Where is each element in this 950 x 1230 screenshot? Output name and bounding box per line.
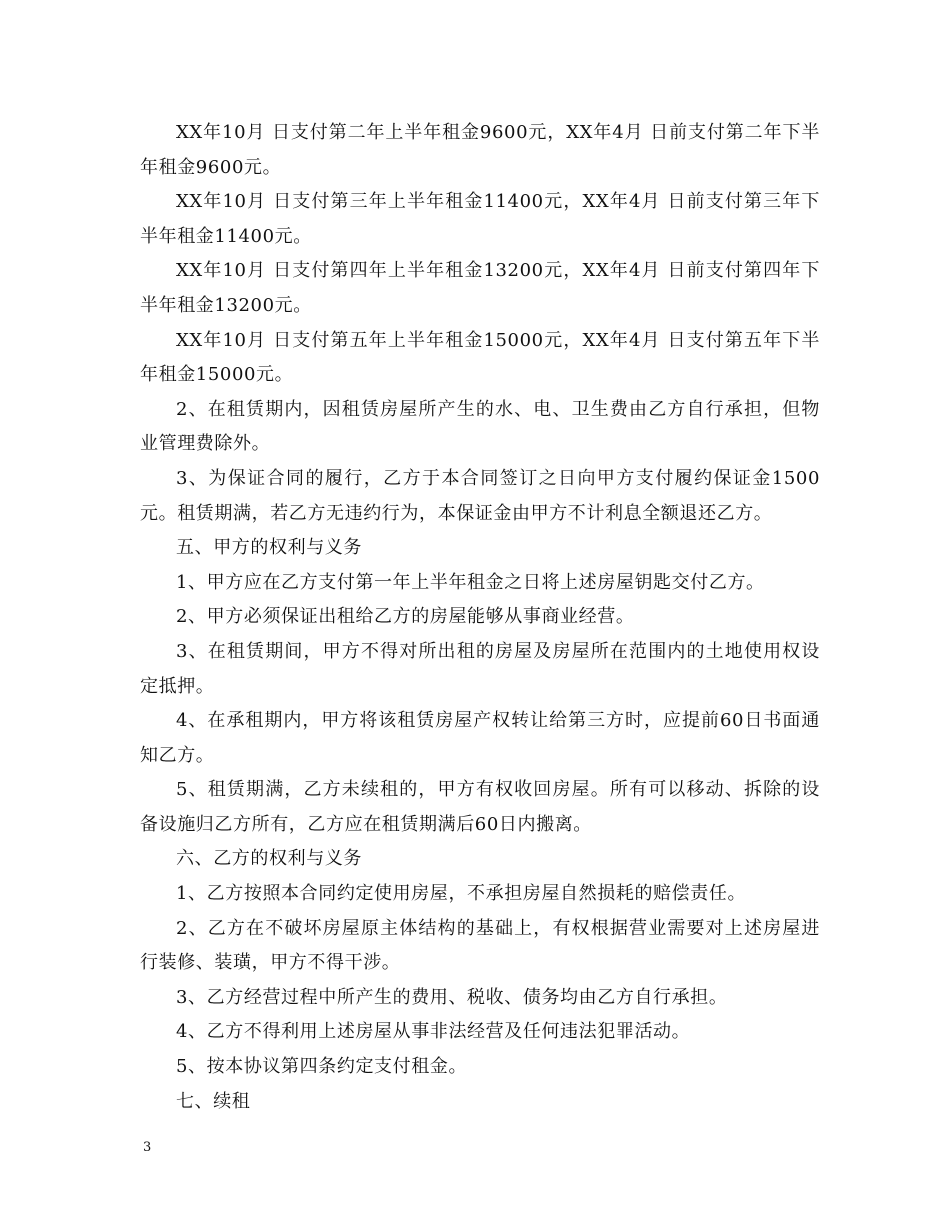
paragraph: XX年10月 日支付第五年上半年租金15000元，XX年4月 日支付第五年下半年租金15000元。 <box>140 329 820 386</box>
paragraph: 4、乙方不得利用上述房屋从事非法经营及任何违法犯罪活动。 <box>176 1021 691 1043</box>
document-body <box>140 116 820 1119</box>
paragraph: XX年10月 日支付第二年上半年租金9600元，XX年4月 日前支付第二年下半年租金9600元。 <box>140 122 820 178</box>
paragraph: 2、甲方必须保证出租给乙方的房屋能够从事商业经营。 <box>176 606 635 628</box>
paragraph: 3、为保证合同的履行，乙方于本合同签订之日向甲方支付履约保证金1500元。租赁期满，若乙方无违约行为，本保证金由甲方不计利息全额退还乙方。 <box>140 467 820 524</box>
paragraph: 1、乙方按照本合同约定使用房屋，不承担房屋自然损耗的赔偿责任。 <box>176 883 747 905</box>
paragraph: 5、按本协议第四条约定支付租金。 <box>176 1056 468 1078</box>
paragraph: 3、在租赁期间，甲方不得对所出租的房屋及房屋所在范围内的土地使用权设定抵押。 <box>140 640 820 697</box>
paragraph: XX年10月 日支付第四年上半年租金13200元，XX年4月 日前支付第四年下半年租金13200元。 <box>140 260 820 316</box>
section-heading: 五、甲方的权利与义务 <box>176 537 362 559</box>
section-heading: 七、续租 <box>176 1090 251 1112</box>
section-heading: 六、乙方的权利与义务 <box>176 848 362 870</box>
paragraph: 2、在租赁期内，因租赁房屋所产生的水、电、卫生费由乙方自行承担，但物业管理费除外。 <box>140 398 820 455</box>
paragraph: 5、租赁期满，乙方未续租的，甲方有权收回房屋。所有可以移动、拆除的设备设施归乙方所有，乙方应在租赁期满后60日内搬离。 <box>140 779 820 835</box>
paragraph: XX年10月 日支付第三年上半年租金11400元，XX年4月 日前支付第三年下半年租金11400元。 <box>140 191 820 247</box>
paragraph: 3、乙方经营过程中所产生的费用、税收、债务均由乙方自行承担。 <box>176 986 728 1008</box>
paragraph: 4、在承租期内，甲方将该租赁房屋产权转让给第三方时，应提前60日书面通知乙方。 <box>140 710 820 766</box>
paragraph: 2、乙方在不破坏房屋原主体结构的基础上，有权根据营业需要对上述房屋进行装修、装璜，甲方不得干涉。 <box>140 917 820 974</box>
paragraph: 1、甲方应在乙方支付第一年上半年租金之日将上述房屋钥匙交付乙方。 <box>176 571 765 593</box>
page-number: 3 <box>143 1140 152 1155</box>
